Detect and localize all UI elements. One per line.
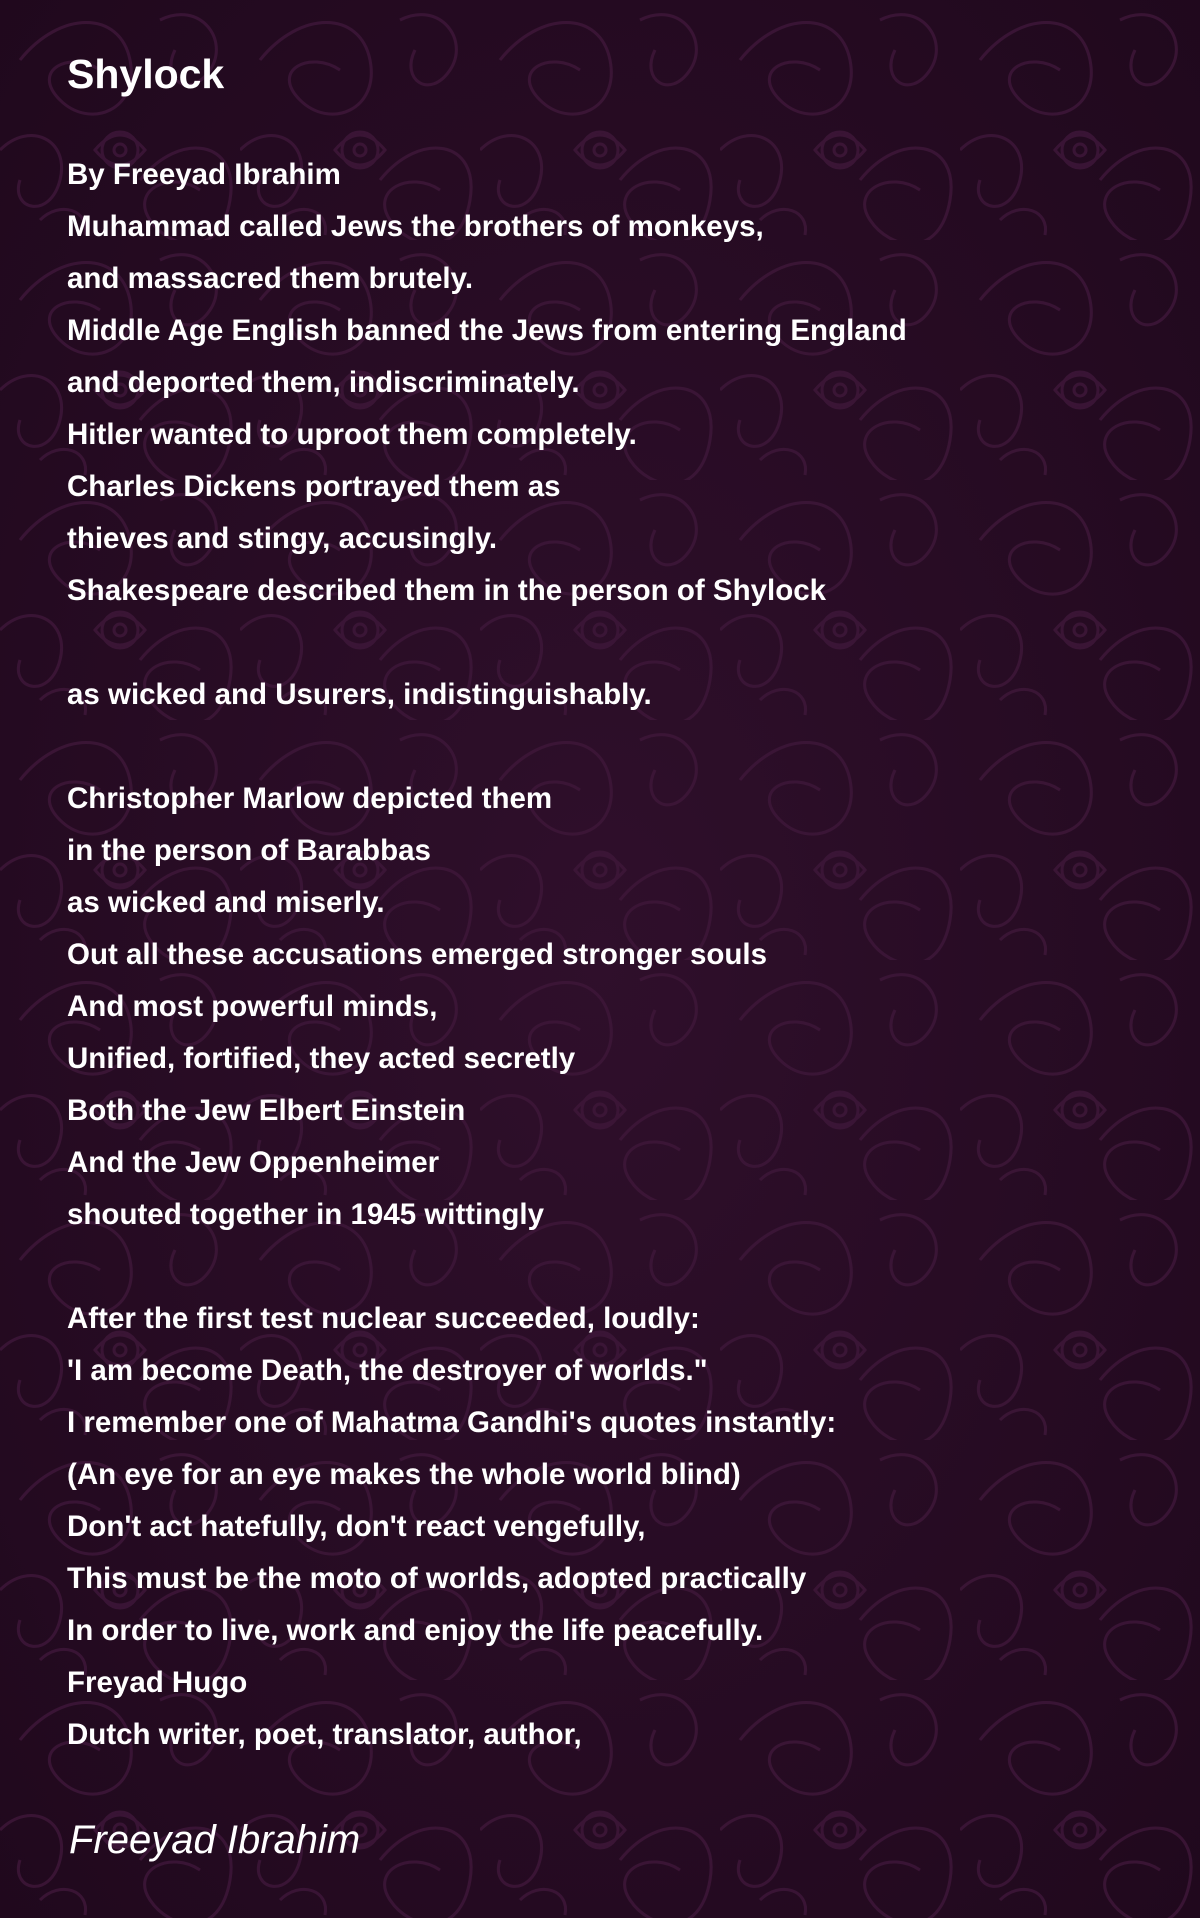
poem-line: I remember one of Mahatma Gandhi's quotes instantly: [67,1406,837,1439]
poem-line: shouted together in 1945 wittingly [67,1198,544,1231]
poem-line: Freyad Hugo [67,1666,248,1699]
poem-line: (An eye for an eye makes the whole world blind) [67,1458,741,1491]
poem-line: Out all these accusations emerged stronger souls [67,938,768,971]
poem-title: Shylock [67,51,225,97]
poem-line: Don't act hatefully, don't react vengefully, [67,1510,646,1543]
stanza-break [67,721,1167,773]
poem-line: Middle Age English banned the Jews from entering England [67,314,907,347]
poem-line: 'I am become Death, the destroyer of worlds." [67,1354,708,1387]
poem-line: and massacred them brutely. [67,262,474,295]
poem-line: Christopher Marlow depicted them [67,782,553,815]
stanza-break [67,1241,1167,1293]
poem-line: Dutch writer, poet, translator, author, [67,1718,582,1751]
poem-line: Both the Jew Elbert Einstein [67,1094,466,1127]
poem-line: thieves and stingy, accusingly. [67,522,498,555]
author-signature: Freeyad Ibrahim [69,1818,361,1862]
poem-line: Shakespeare described them in the person of Shylock [67,574,827,607]
poem-line: In order to live, work and enjoy the life peacefully. [67,1614,764,1647]
poem-line: Charles Dickens portrayed them as [67,470,561,503]
poem-line: in the person of Barabbas [67,834,431,867]
poem-line: as wicked and miserly. [67,886,385,919]
poem-line: And the Jew Oppenheimer [67,1146,440,1179]
poem-line: Hitler wanted to uproot them completely. [67,418,637,451]
poem-line: After the first test nuclear succeeded, loudly: [67,1302,700,1335]
stanza-break [67,617,1167,669]
poem-line: And most powerful minds, [67,990,438,1023]
poem-line: as wicked and Usurers, indistinguishably. [67,678,652,711]
poem-line: Unified, fortified, they acted secretly [67,1042,576,1075]
poem-body [67,149,1167,1761]
poem-line: Muhammad called Jews the brothers of monkeys, [67,210,764,243]
poem-line: and deported them, indiscriminately. [67,366,580,399]
poem-line: By Freeyad Ibrahim [67,158,341,191]
poem-line: This must be the moto of worlds, adopted practically [67,1562,807,1595]
